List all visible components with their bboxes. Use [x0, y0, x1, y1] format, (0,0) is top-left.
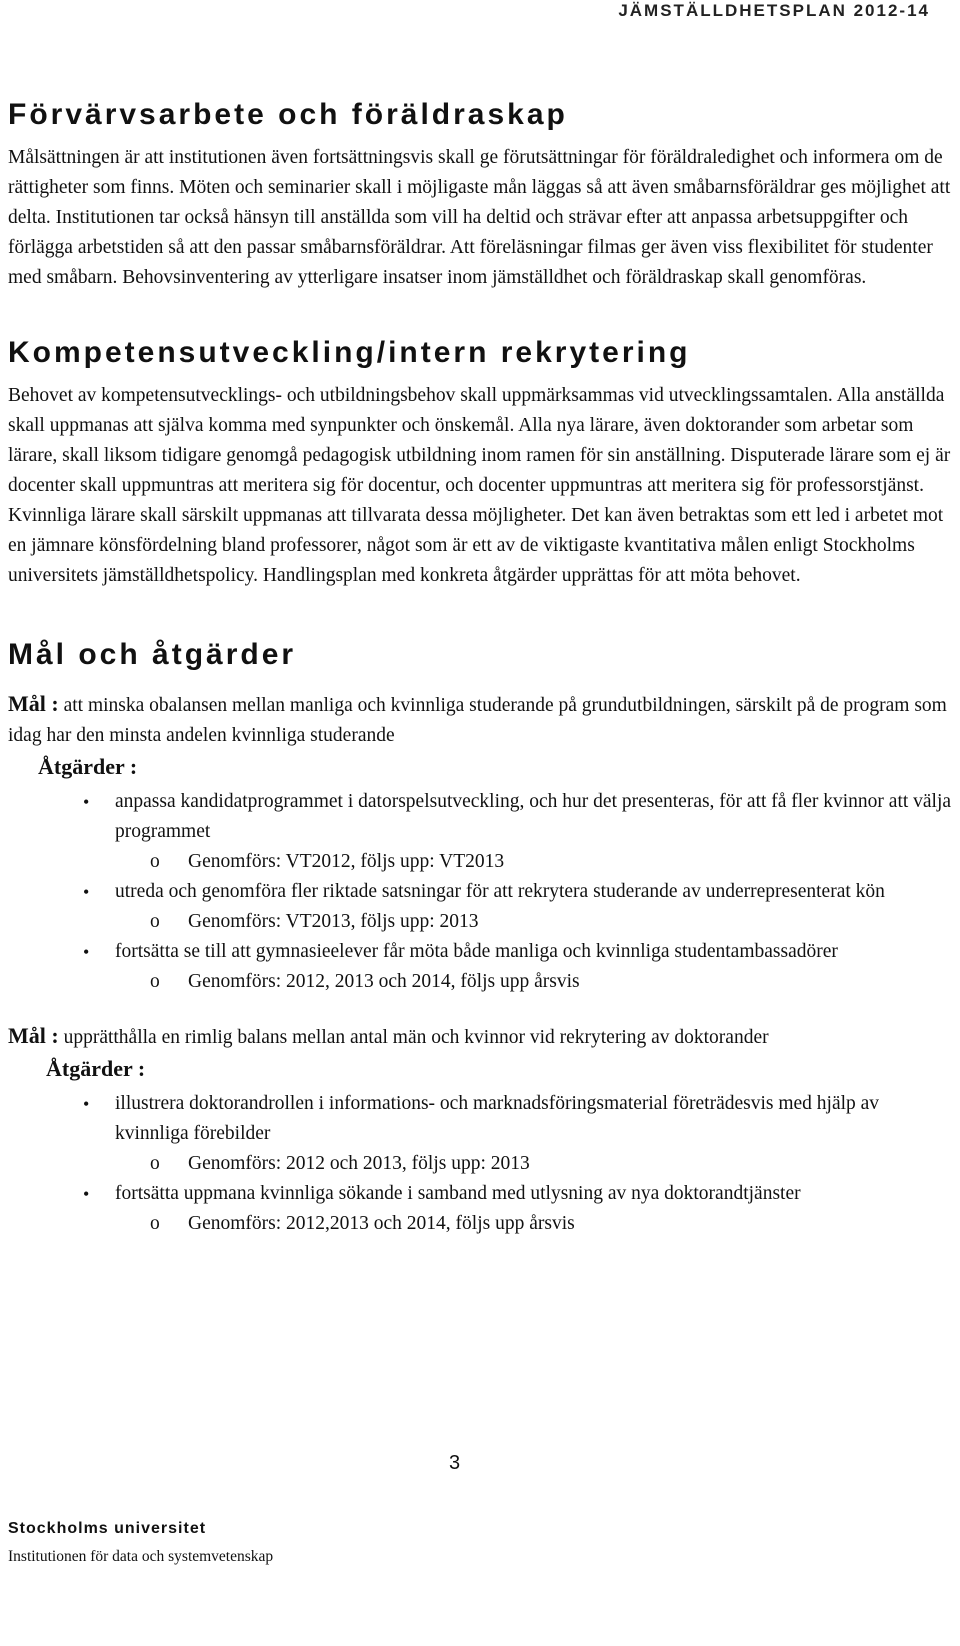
sub-item: [115, 847, 953, 877]
bullet-icon: •: [83, 942, 90, 962]
sub-item: [115, 907, 953, 937]
action-text: anpassa kandidatprogrammet i datorspelsutveckling, och hur det presenteras, för att få fler kvinnor att välja programmet: [115, 791, 952, 842]
action-text: utreda och genomföra fler riktade satsningar för att rekrytera studerande av underrepresenterat kön: [115, 881, 885, 902]
sub-item: [115, 1149, 953, 1179]
sub-bullet-icon: o: [150, 1213, 160, 1234]
list-item: [8, 877, 953, 937]
actions-label: Åtgärder :: [38, 754, 138, 779]
footer-university: Stockholms universitet: [8, 1520, 207, 1537]
section-heading-goals: Mål och åtgärder: [8, 638, 297, 671]
section-paragraph-parenthood: Målsättningen är att institutionen även fortsättningsvis skall ge förutsättningar för föräldraledighet och informera om de rättigheter som finns. Möten och seminarier skall i möjligaste mån läggas så att även småbarnsföräldrar ges möjlighet att delta. Institutionen tar också hänsyn till anställda som vill ha deltid och strävar efter att anpassa arbetsuppgifter och förlägga arbetstiden så att den passar småbarnsföräldrar. Att föreläsningar filmas ger även viss flexibilitet för studenter med småbarn. Behovsinventering av ytterligare insatser inom jämställdhet och föräldraskap skall genomföras.: [8, 147, 951, 288]
goal-label: Mål :: [8, 1023, 59, 1048]
list-item: [8, 787, 953, 877]
sub-item-text: Genomförs: 2012,2013 och 2014, följs upp årsvis: [188, 1213, 575, 1234]
list-item: [8, 1089, 953, 1179]
sub-item: [115, 1209, 953, 1239]
actions-list: [8, 787, 953, 997]
footer-department: Institutionen för data och systemvetenskap: [8, 1548, 274, 1565]
page-content: [8, 95, 953, 1239]
action-text: fortsätta se till att gymnasieelever får möta både manliga och kvinnliga studentambassadörer: [115, 941, 838, 962]
goal-statement: [8, 1021, 953, 1053]
sub-item-text: Genomförs: VT2013, följs upp: 2013: [188, 911, 479, 932]
section-paragraph-competence: Behovet av kompetensutvecklings- och utbildningsbehov skall uppmärksammas vid utvecklingssamtalen. Alla anställda skall uppmanas att själva komma med synpunkter och önskemål. Alla nya lärare, även doktorander som arbetar som lärare, skall liksom tidigare genomgå pedagogisk utbildning inom ramen för sin anställning. Disputerade lärare som ej är docenter skall uppmuntras att meritera sig för docentur, och docenter uppmuntras att meritera sig för professorstjänst. Kvinnliga lärare skall särskilt uppmanas att tillvarata dessa möjligheter. Det kan även betraktas som ett led i arbetet mot en jämnare könsfördelning bland professorer, något som är ett av de viktigaste kvantitativa målen enligt Stockholms universitets jämställdhetspolicy. Handlingsplan med konkreta åtgärder upprättas för att möta behovet.: [8, 385, 951, 586]
list-item: [8, 937, 953, 997]
document-header: JÄMSTÄLLDHETSPLAN 2012-14: [618, 1, 930, 20]
goal-statement: [8, 689, 953, 751]
section-heading-parenthood: Förvärvsarbete och föräldraskap: [8, 98, 568, 131]
sub-bullet-icon: o: [150, 851, 160, 872]
goal-label: Mål :: [8, 691, 59, 716]
actions-label: Åtgärder :: [46, 1056, 146, 1081]
goal-text: upprätthålla en rimlig balans mellan antal män och kvinnor vid rekrytering av doktorander: [63, 1027, 769, 1048]
bullet-icon: •: [83, 882, 90, 902]
bullet-icon: •: [83, 792, 90, 812]
bullet-icon: •: [83, 1094, 90, 1114]
goal-text: att minska obalansen mellan manliga och kvinnliga studerande på grundutbildningen, särskilt på de program som idag har den minsta andelen kvinnliga studerande: [8, 695, 947, 746]
sub-bullet-icon: o: [150, 911, 160, 932]
sub-item: [115, 967, 953, 997]
actions-list: [8, 1089, 953, 1239]
action-text: illustrera doktorandrollen i informations- och marknadsföringsmaterial företrädesvis med hjälp av kvinnliga förebilder: [115, 1093, 880, 1144]
bullet-icon: •: [83, 1184, 90, 1204]
sub-bullet-icon: o: [150, 971, 160, 992]
sub-item-text: Genomförs: 2012 och 2013, följs upp: 2013: [188, 1153, 530, 1174]
section-heading-competence: Kompetensutveckling/intern rekrytering: [8, 336, 691, 369]
action-text: fortsätta uppmana kvinnliga sökande i samband med utlysning av nya doktorandtjänster: [115, 1183, 801, 1204]
page-number: 3: [449, 1452, 461, 1474]
sub-bullet-icon: o: [150, 1153, 160, 1174]
sub-item-text: Genomförs: VT2012, följs upp: VT2013: [188, 851, 505, 872]
list-item: [8, 1179, 953, 1239]
sub-item-text: Genomförs: 2012, 2013 och 2014, följs upp årsvis: [188, 971, 580, 992]
